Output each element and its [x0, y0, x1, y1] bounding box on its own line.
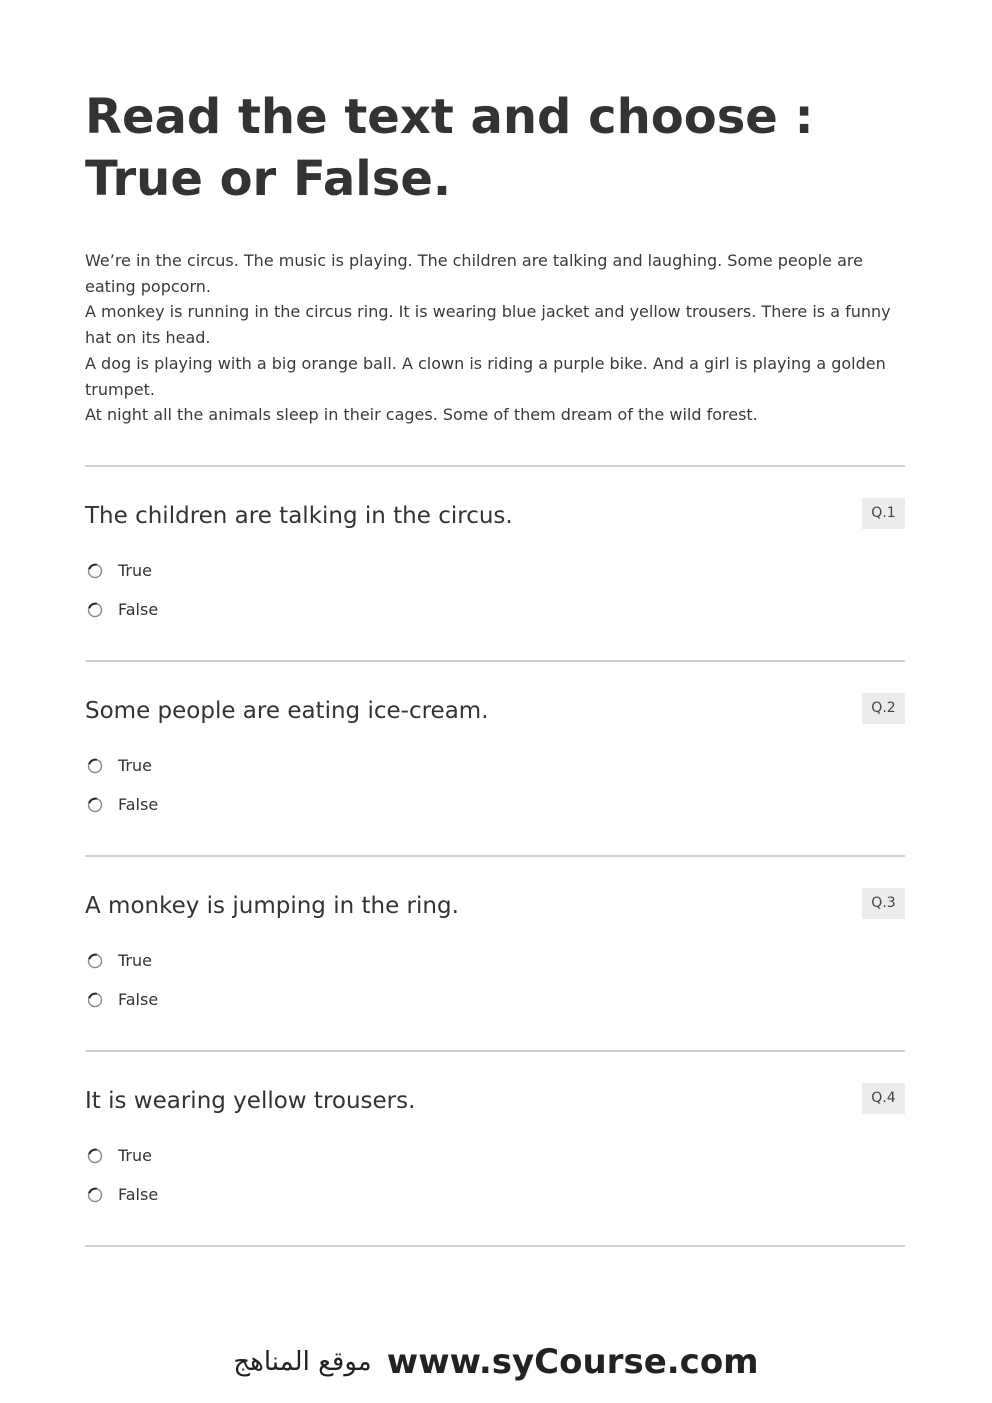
- option-label: True: [118, 1146, 152, 1166]
- radio-unchecked-icon[interactable]: [85, 561, 105, 581]
- option-false[interactable]: [85, 990, 158, 1010]
- option-true[interactable]: [85, 756, 152, 776]
- option-true[interactable]: [85, 951, 152, 971]
- radio-unchecked-icon[interactable]: [85, 951, 105, 971]
- question-text: The children are talking in the circus.: [85, 502, 513, 529]
- option-label: False: [118, 600, 159, 620]
- option-label: True: [118, 561, 152, 581]
- site-footer: [0, 1342, 992, 1382]
- option-label: False: [118, 795, 159, 815]
- passage-paragraph: We’re in the circus. The music is playing. The children are talking and laughing. Some people are eating popcorn.: [85, 251, 863, 296]
- option-false[interactable]: [85, 795, 158, 815]
- question-4: [85, 1052, 905, 1247]
- radio-unchecked-icon[interactable]: [85, 795, 105, 815]
- radio-unchecked-icon[interactable]: [85, 1146, 105, 1166]
- question-list: [85, 465, 905, 1247]
- question-number-badge: Q.1: [862, 498, 905, 529]
- option-false[interactable]: [85, 1185, 158, 1205]
- footer-url[interactable]: www.syCourse.com: [386, 1342, 759, 1382]
- footer-arabic-text: موقع المناهج: [233, 1347, 372, 1377]
- option-false[interactable]: [85, 600, 158, 620]
- question-text: It is wearing yellow trousers.: [85, 1087, 416, 1114]
- question-2: [85, 662, 905, 857]
- option-true[interactable]: [85, 1146, 152, 1166]
- page-title: [85, 0, 905, 210]
- question-number-badge: Q.2: [862, 693, 905, 724]
- question-3: [85, 857, 905, 1052]
- question-number-badge: Q.4: [862, 1083, 905, 1114]
- worksheet: [85, 0, 905, 1247]
- radio-unchecked-icon[interactable]: [85, 990, 105, 1010]
- option-label: True: [118, 951, 152, 971]
- reading-passage: [85, 248, 905, 428]
- passage-paragraph: At night all the animals sleep in their cages. Some of them dream of the wild forest.: [85, 405, 758, 425]
- option-true[interactable]: [85, 561, 152, 581]
- question-text: A monkey is jumping in the ring.: [85, 892, 459, 919]
- title-line-2: True or False.: [85, 151, 452, 207]
- question-number-badge: Q.3: [862, 888, 905, 919]
- radio-unchecked-icon[interactable]: [85, 600, 105, 620]
- title-line-1: Read the text and choose :: [85, 89, 814, 145]
- question-text: Some people are eating ice-cream.: [85, 697, 489, 724]
- option-label: False: [118, 990, 159, 1010]
- option-label: True: [118, 756, 152, 776]
- passage-paragraph: A monkey is running in the circus ring. It is wearing blue jacket and yellow trousers. There is a funny hat on its head.: [85, 302, 891, 348]
- radio-unchecked-icon[interactable]: [85, 1185, 105, 1205]
- passage-paragraph: A dog is playing with a big orange ball. A clown is riding a purple bike. And a girl is playing a golden trumpet.: [85, 353, 886, 399]
- question-1: [85, 467, 905, 662]
- radio-unchecked-icon[interactable]: [85, 756, 105, 776]
- option-label: False: [118, 1185, 159, 1205]
